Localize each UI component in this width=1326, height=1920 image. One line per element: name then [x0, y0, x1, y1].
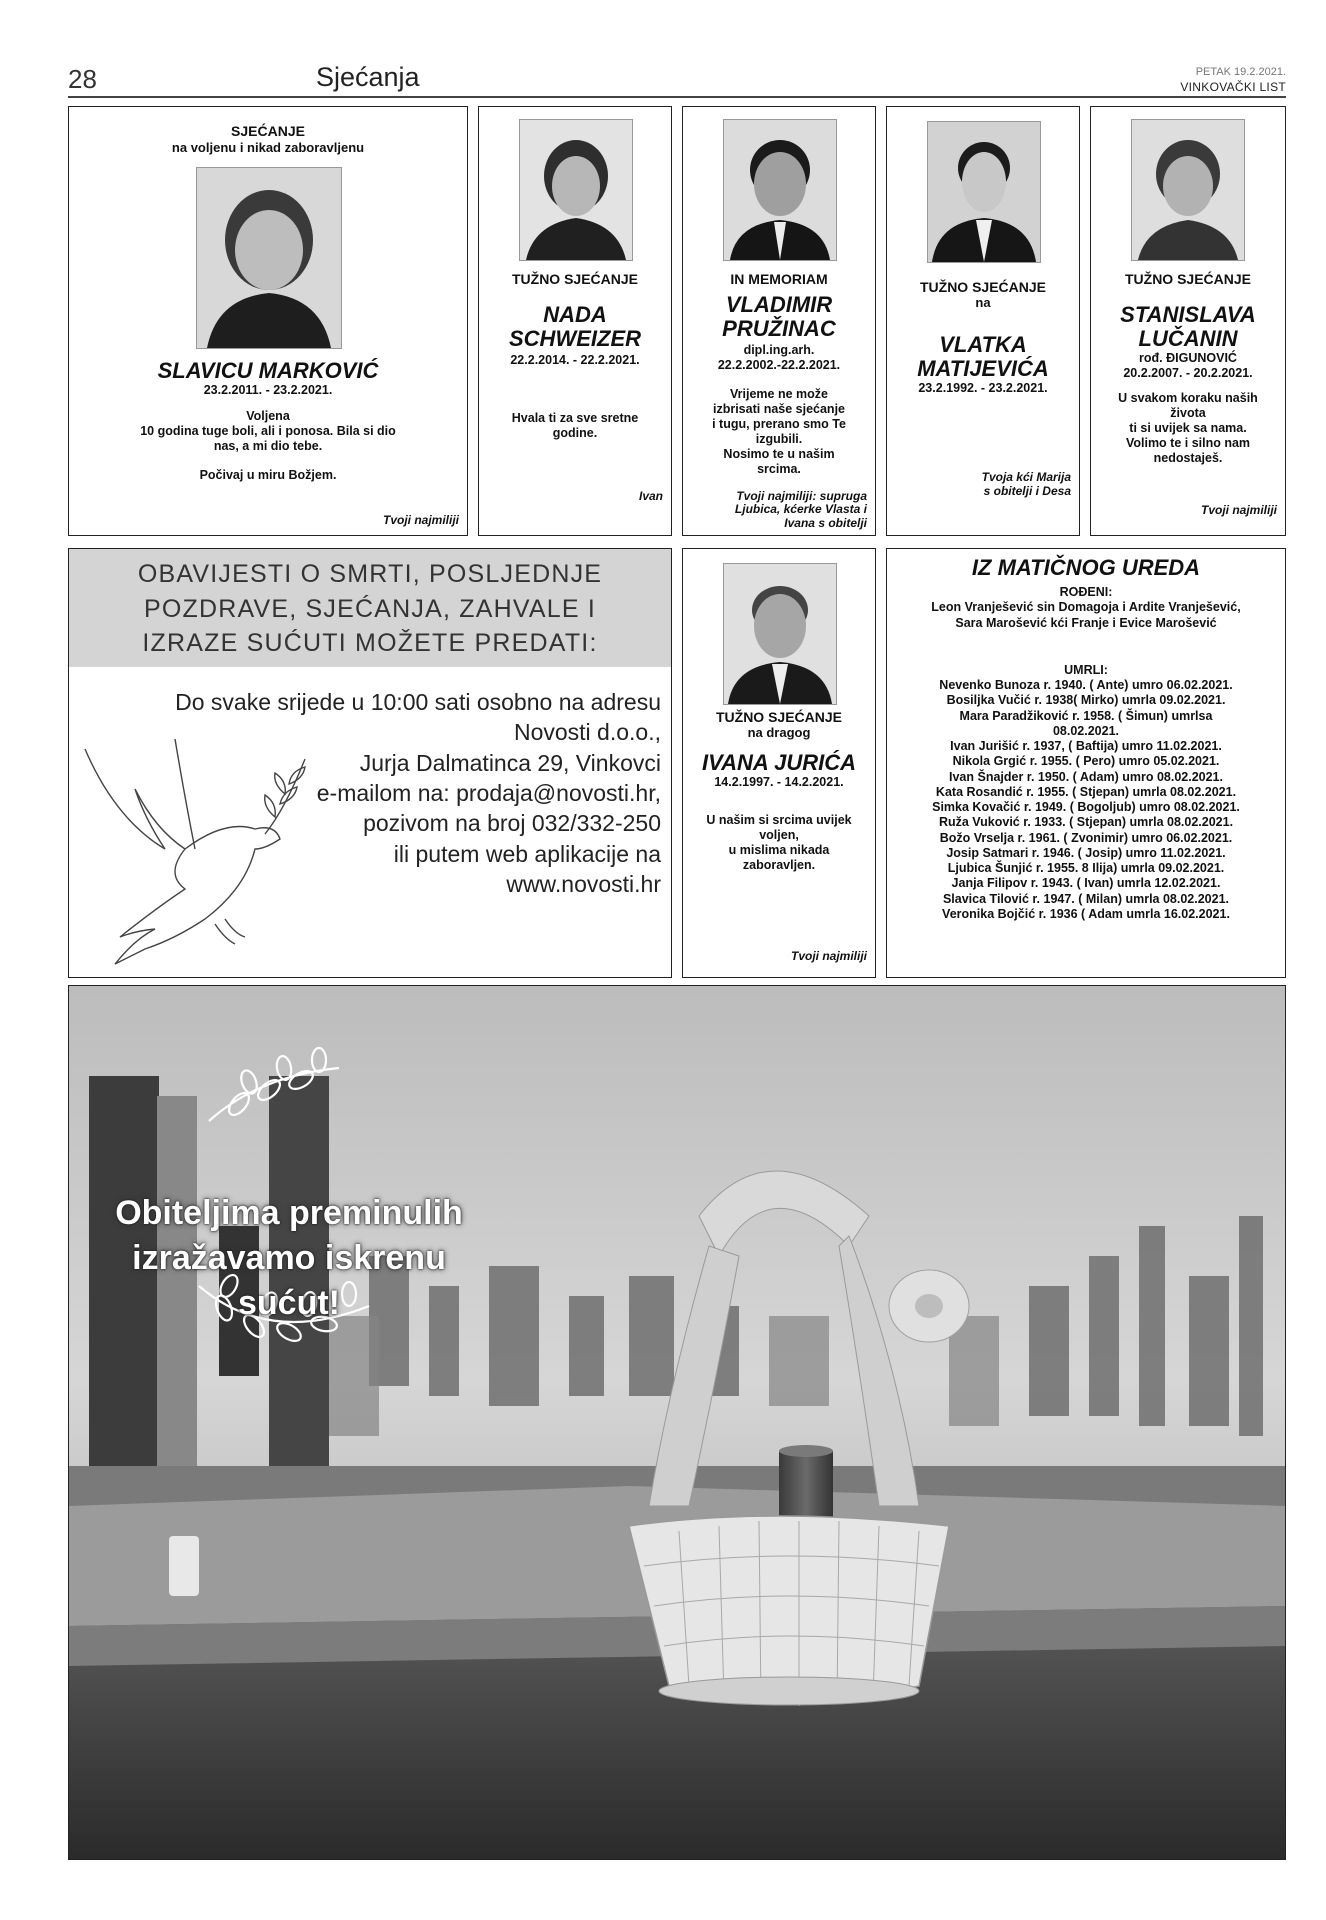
deceased-name-line: VLATKA	[939, 332, 1027, 357]
notice-text-line: i tugu, prerano smo Te	[712, 417, 846, 431]
notice-signature-line: Ljubica, kćerke Vlasta i	[734, 502, 867, 517]
condolence-banner	[68, 985, 1286, 1860]
registry-died-line: Bosiljka Vučić r. 1938( Mirko) umrla 09.02.2021.	[946, 693, 1226, 708]
registry-born-line: Leon Vranješević sin Domagoja i Ardite Vranješević,	[931, 600, 1241, 615]
submission-info-box	[68, 548, 672, 978]
notice-matijevic	[886, 106, 1080, 536]
notice-signature-line: Tvoja kći Marija	[981, 470, 1071, 485]
registry-died-line: Ivan Šnajder r. 1950. ( Adam) umro 08.02.2021.	[949, 769, 1223, 784]
notice-signature-line: s obitelji i Desa	[983, 484, 1071, 499]
notice-text-line: zaboravljen.	[742, 858, 816, 872]
deceased-name: IVANA JURIĆA	[701, 750, 856, 775]
registry-died-line: Nikola Grgić r. 1955. ( Pero) umro 05.02.2021.	[952, 754, 1220, 769]
notice-text-line: nedostaješ.	[1153, 451, 1223, 465]
deceased-name-line: SCHWEIZER	[509, 326, 641, 352]
deceased-name-line: LUČANIN	[1138, 326, 1238, 352]
registry-died-line: Ljubica Šunjić r. 1955. 8 Ilija) umrla 09.02.2021.	[947, 861, 1225, 875]
notice-suffix: rođ. ĐIGUNOVIĆ	[1139, 351, 1237, 365]
deceased-name: SLAVICU MARKOVIĆ	[157, 358, 379, 383]
deceased-name-line: STANISLAVA	[1120, 302, 1256, 327]
cemetery-photo	[69, 986, 1286, 1860]
registry-died-line: Božo Vrselja r. 1961. ( Zvonimir) umro 06.02.2021.	[939, 830, 1233, 845]
notice-dates: 22.2.2014. - 22.2.2021.	[510, 353, 640, 367]
info-heading-line: POZDRAVE, SJEĆANJA, ZAHVALE I	[143, 594, 597, 623]
notice-title: TUŽNO SJEĆANJE	[919, 279, 1047, 295]
notice-pruzinac	[682, 106, 876, 536]
notice-text-line: Počivaj u miru Božjem.	[199, 468, 337, 482]
notice-subtitle: na	[975, 295, 991, 310]
info-body-line: Novosti d.o.o.,	[513, 719, 661, 746]
registry-died-line: Nevenko Bunoza r. 1940. ( Ante) umro 06.02.2021.	[939, 678, 1233, 692]
registry-died-line: 08.02.2021.	[1052, 723, 1120, 738]
notice-text-line: godine.	[552, 426, 598, 440]
info-email-line[interactable]: e-mailom na: prodaja@novosti.hr,	[316, 780, 661, 807]
info-website-line[interactable]: www.novosti.hr	[506, 871, 661, 898]
page-number: 28	[68, 64, 97, 94]
notice-text-line: života	[1170, 406, 1206, 420]
notice-text-line: izgubili.	[755, 432, 803, 446]
header-rule	[68, 96, 1286, 98]
condolence-line: Obiteljima preminulih	[115, 1194, 463, 1232]
notice-text-line: ti si uvijek sa nama.	[1129, 421, 1247, 435]
notice-text-line: Volimo te i silno nam	[1125, 436, 1251, 450]
notice-text-line: voljen,	[759, 828, 799, 842]
registry-died-line: Veronika Bojčić r. 1936 ( Adam umrla 16.02.2021.	[942, 906, 1230, 921]
notice-text-line: Nosimo te u našim	[723, 447, 835, 461]
notice-title: TUŽNO SJEĆANJE	[1124, 271, 1252, 287]
notice-title: TUŽNO SJEĆANJE	[511, 271, 639, 287]
notice-lucanin	[1090, 106, 1286, 536]
notice-text-line: Vrijeme ne može	[730, 387, 828, 401]
notice-title: IN MEMORIAM	[730, 271, 828, 287]
notice-text-line: Voljena	[246, 409, 290, 423]
info-body-line: ili putem web aplikacije na	[393, 840, 661, 867]
notice-text-line: u mislima nikada	[728, 843, 830, 857]
notice-text-line: srcima.	[757, 462, 801, 476]
registry-born-line: Sara Marošević kći Franje i Evice Marošević	[955, 615, 1217, 630]
registry-title: IZ MATIČNOG UREDA	[971, 555, 1201, 580]
info-body-line: Jurja Dalmatinca 29, Vinkovci	[359, 749, 661, 776]
deceased-name-line: VLADIMIR	[725, 292, 833, 317]
notice-signature-line: Tvoji najmiliji: supruga	[736, 488, 867, 503]
info-heading-line: OBAVIJESTI O SMRTI, POSLJEDNJE	[137, 560, 603, 588]
notice-subtitle: na dragog	[747, 725, 811, 740]
notice-schweizer	[478, 106, 672, 536]
section-title: Sjećanja	[316, 62, 420, 92]
notice-text-line: U našim si srcima uvijek	[706, 813, 852, 827]
portrait-photo	[196, 167, 342, 349]
notice-dates: 20.2.2007. - 20.2.2021.	[1123, 366, 1253, 380]
portrait-photo	[723, 563, 837, 705]
notice-signature: Tvoji najmiliji	[382, 512, 459, 527]
portrait-photo	[723, 119, 837, 261]
notice-signature: Tvoji najmiliji	[790, 948, 867, 963]
publication-name: VINKOVAČKI LIST	[1180, 80, 1286, 94]
deceased-name-line: NADA	[543, 302, 607, 327]
condolence-line: izražavamo iskrenu sućut!	[132, 1238, 446, 1322]
registry-died-line: Ivan Jurišić r. 1937, ( Baftija) umro 11.02.2021.	[950, 739, 1222, 753]
info-phone-line[interactable]: pozivom na broj 032/332-250	[363, 810, 661, 837]
notice-dates: 23.2.1992. - 23.2.2021.	[918, 381, 1048, 395]
notice-signature-line: Ivana s obitelji	[784, 516, 867, 531]
notice-signature: Ivan	[638, 488, 663, 503]
notice-signature: Tvoji najmiliji	[1200, 502, 1277, 517]
portrait-photo	[927, 121, 1041, 263]
notice-text-line: Hvala ti za sve sretne	[511, 411, 639, 425]
notice-juric	[682, 548, 876, 978]
registry-died-line: Josip Satmari r. 1946. ( Josip) umro 11.02.2021.	[946, 845, 1226, 860]
portrait-photo	[1131, 119, 1245, 261]
deceased-name-line: PRUŽINAC	[722, 316, 836, 342]
registry-died-line: Janja Filipov r. 1943. ( Ivan) umrla 12.02.2021.	[951, 876, 1221, 891]
notice-dates: 14.2.1997. - 14.2.2021.	[714, 775, 844, 789]
deceased-name-line: MATIJEVIĆA	[917, 356, 1049, 382]
notice-text-line: U svakom koraku naših	[1118, 391, 1258, 405]
registry-died-line: Simka Kovačić r. 1949. ( Bogoljub) umro 08.02.2021.	[932, 800, 1240, 814]
notice-dates: 23.2.2011. - 23.2.2021.	[203, 383, 333, 397]
info-body-line: Do svake srijede u 10:00 sati osobno na adresu	[175, 689, 661, 715]
notice-text-line: izbrisati naše sjećanje	[712, 402, 845, 416]
registry-died-line: Kata Rosandić r. 1955. ( Stjepan) umrla 08.02.2021.	[935, 784, 1237, 799]
notice-title: TUŽNO SJEĆANJE	[715, 709, 843, 725]
registry-died-label: UMRLI:	[1064, 662, 1108, 677]
notice-markovic	[68, 106, 468, 536]
notice-text-line: nas, a mi dio tebe.	[213, 439, 323, 453]
registry-died-line: Slavica Tilović r. 1947. ( Milan) umrla 08.02.2021.	[942, 891, 1230, 906]
notice-text-line: 10 godina tuge boli, ali i ponosa. Bila si dio	[140, 424, 396, 438]
notice-suffix: dipl.ing.arh.	[743, 343, 815, 357]
notice-dates: 22.2.2002.-22.2.2021.	[717, 358, 841, 372]
notice-title: SJEĆANJE	[231, 123, 305, 139]
info-heading-line: IZRAZE SUĆUTI MOŽETE PREDATI:	[142, 629, 598, 657]
notice-subtitle: na voljenu i nikad zaboravljenu	[171, 139, 365, 155]
registry-born-label: ROĐENI:	[1059, 585, 1113, 599]
portrait-photo	[519, 119, 633, 261]
registry-died-line: Ruža Vuković r. 1933. ( Stjepan) umrla 08.02.2021.	[938, 815, 1234, 830]
registry-died-line: Mara Paradžiković r. 1958. ( Šimun) umrlsa	[959, 708, 1213, 723]
issue-date: PETAK 19.2.2021.	[1195, 66, 1286, 78]
registry-box	[886, 548, 1286, 978]
